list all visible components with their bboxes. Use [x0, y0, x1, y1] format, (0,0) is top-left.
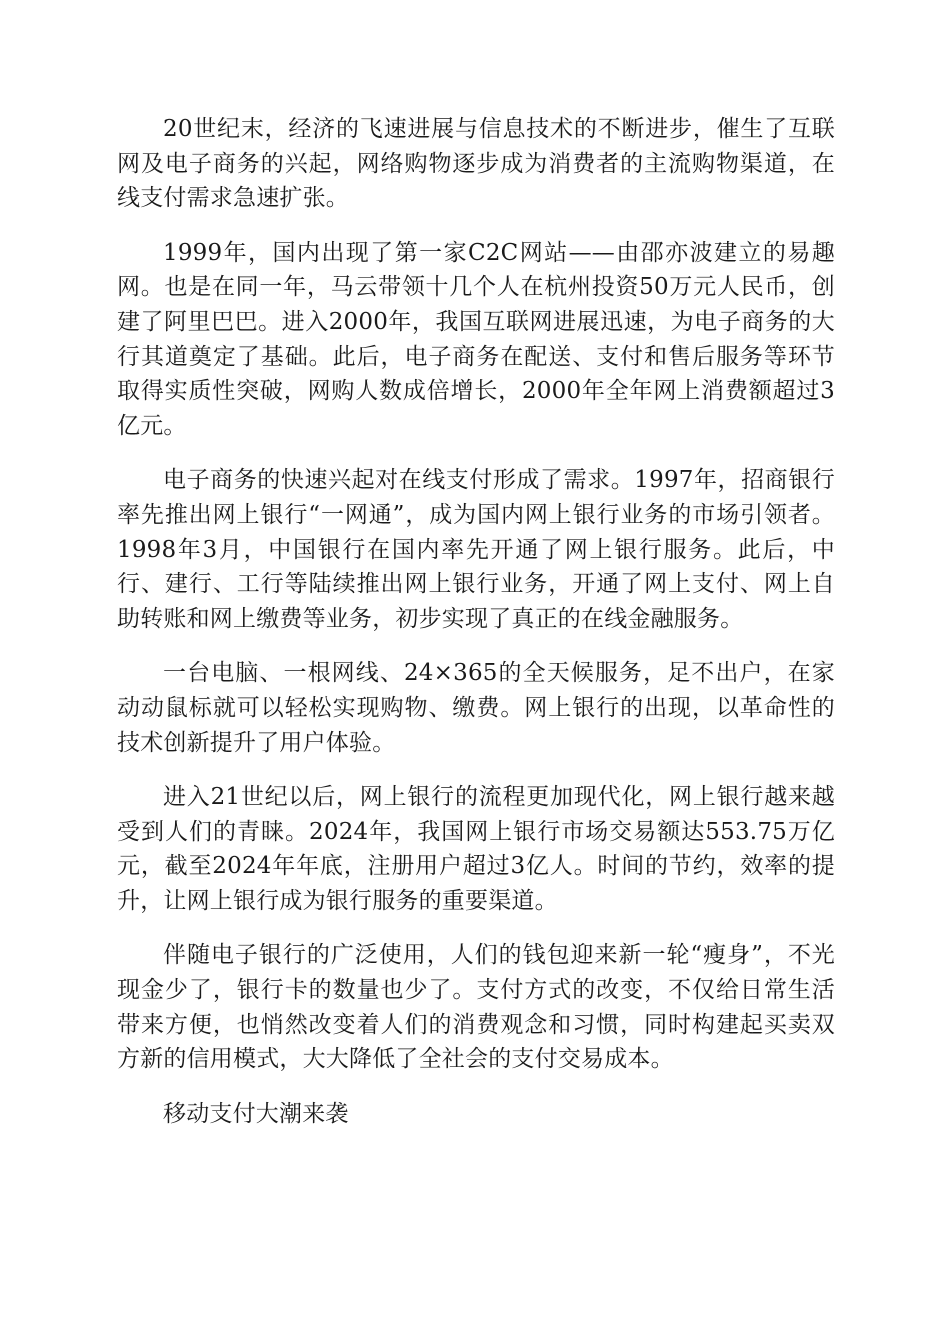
paragraph-21st-century: 进入21世纪以后，网上银行的流程更加现代化，网上银行越来越受到人们的青睐。2024年，我国网上银行市场交易额达553.75万亿元，截至2024年年底，注册用户超过3亿人。时间的节约，效率的提升，让网上银行成为银行服务的重要渠道。 [117, 784, 835, 914]
paragraph-wallet-slimming: 伴随电子银行的广泛使用，人们的钱包迎来新一轮“瘦身”，不光现金少了，银行卡的数量也少了。支付方式的改变，不仅给日常生活带来方便，也悄然改变着人们的消费观念和习惯，同时构建起买卖双方新的信用模式，大大降低了全社会的支付交易成本。 [117, 942, 835, 1073]
paragraph-online-banking-start: 电子商务的快速兴起对在线支付形成了需求。1997年，招商银行率先推出网上银行“一网通”，成为国内网上银行业务的市场引领者。1998年3月，中国银行在国内率先开通了网上银行服务。此后，中行、建行、工行等陆续推出网上银行业务，开通了网上支付、网上自助转账和网上缴费等业务，初步实现了真正的在线金融服务。 [117, 467, 835, 632]
paragraph-ecommerce-history: 1999年，国内出现了第一家C2C网站——由邵亦波建立的易趣网。也是在同一年，马云带领十几个人在杭州投资50万元人民币，创建了阿里巴巴。进入2000年，我国互联网进展迅速，为电子商务的大行其道奠定了基础。此后，电子商务在配送、支付和售后服务等环节取得实质性突破，网购人数成倍增长，2000年全年网上消费额超过3亿元。 [117, 239, 835, 439]
section-heading: 移动支付大潮来袭 [163, 1100, 349, 1127]
paragraph-internet-rise: 20世纪末，经济的飞速进展与信息技术的不断进步，催生了互联网及电子商务的兴起，网络购物逐步成为消费者的主流购物渠道，在线支付需求急速扩张。 [117, 116, 835, 212]
paragraph-user-experience: 一台电脑、一根网线、24×365的全天候服务，足不出户，在家动动鼠标就可以轻松实现购物、缴费。网上银行的出现，以革命性的技术创新提升了用户体验。 [117, 660, 835, 756]
document-body [117, 112, 835, 1151]
